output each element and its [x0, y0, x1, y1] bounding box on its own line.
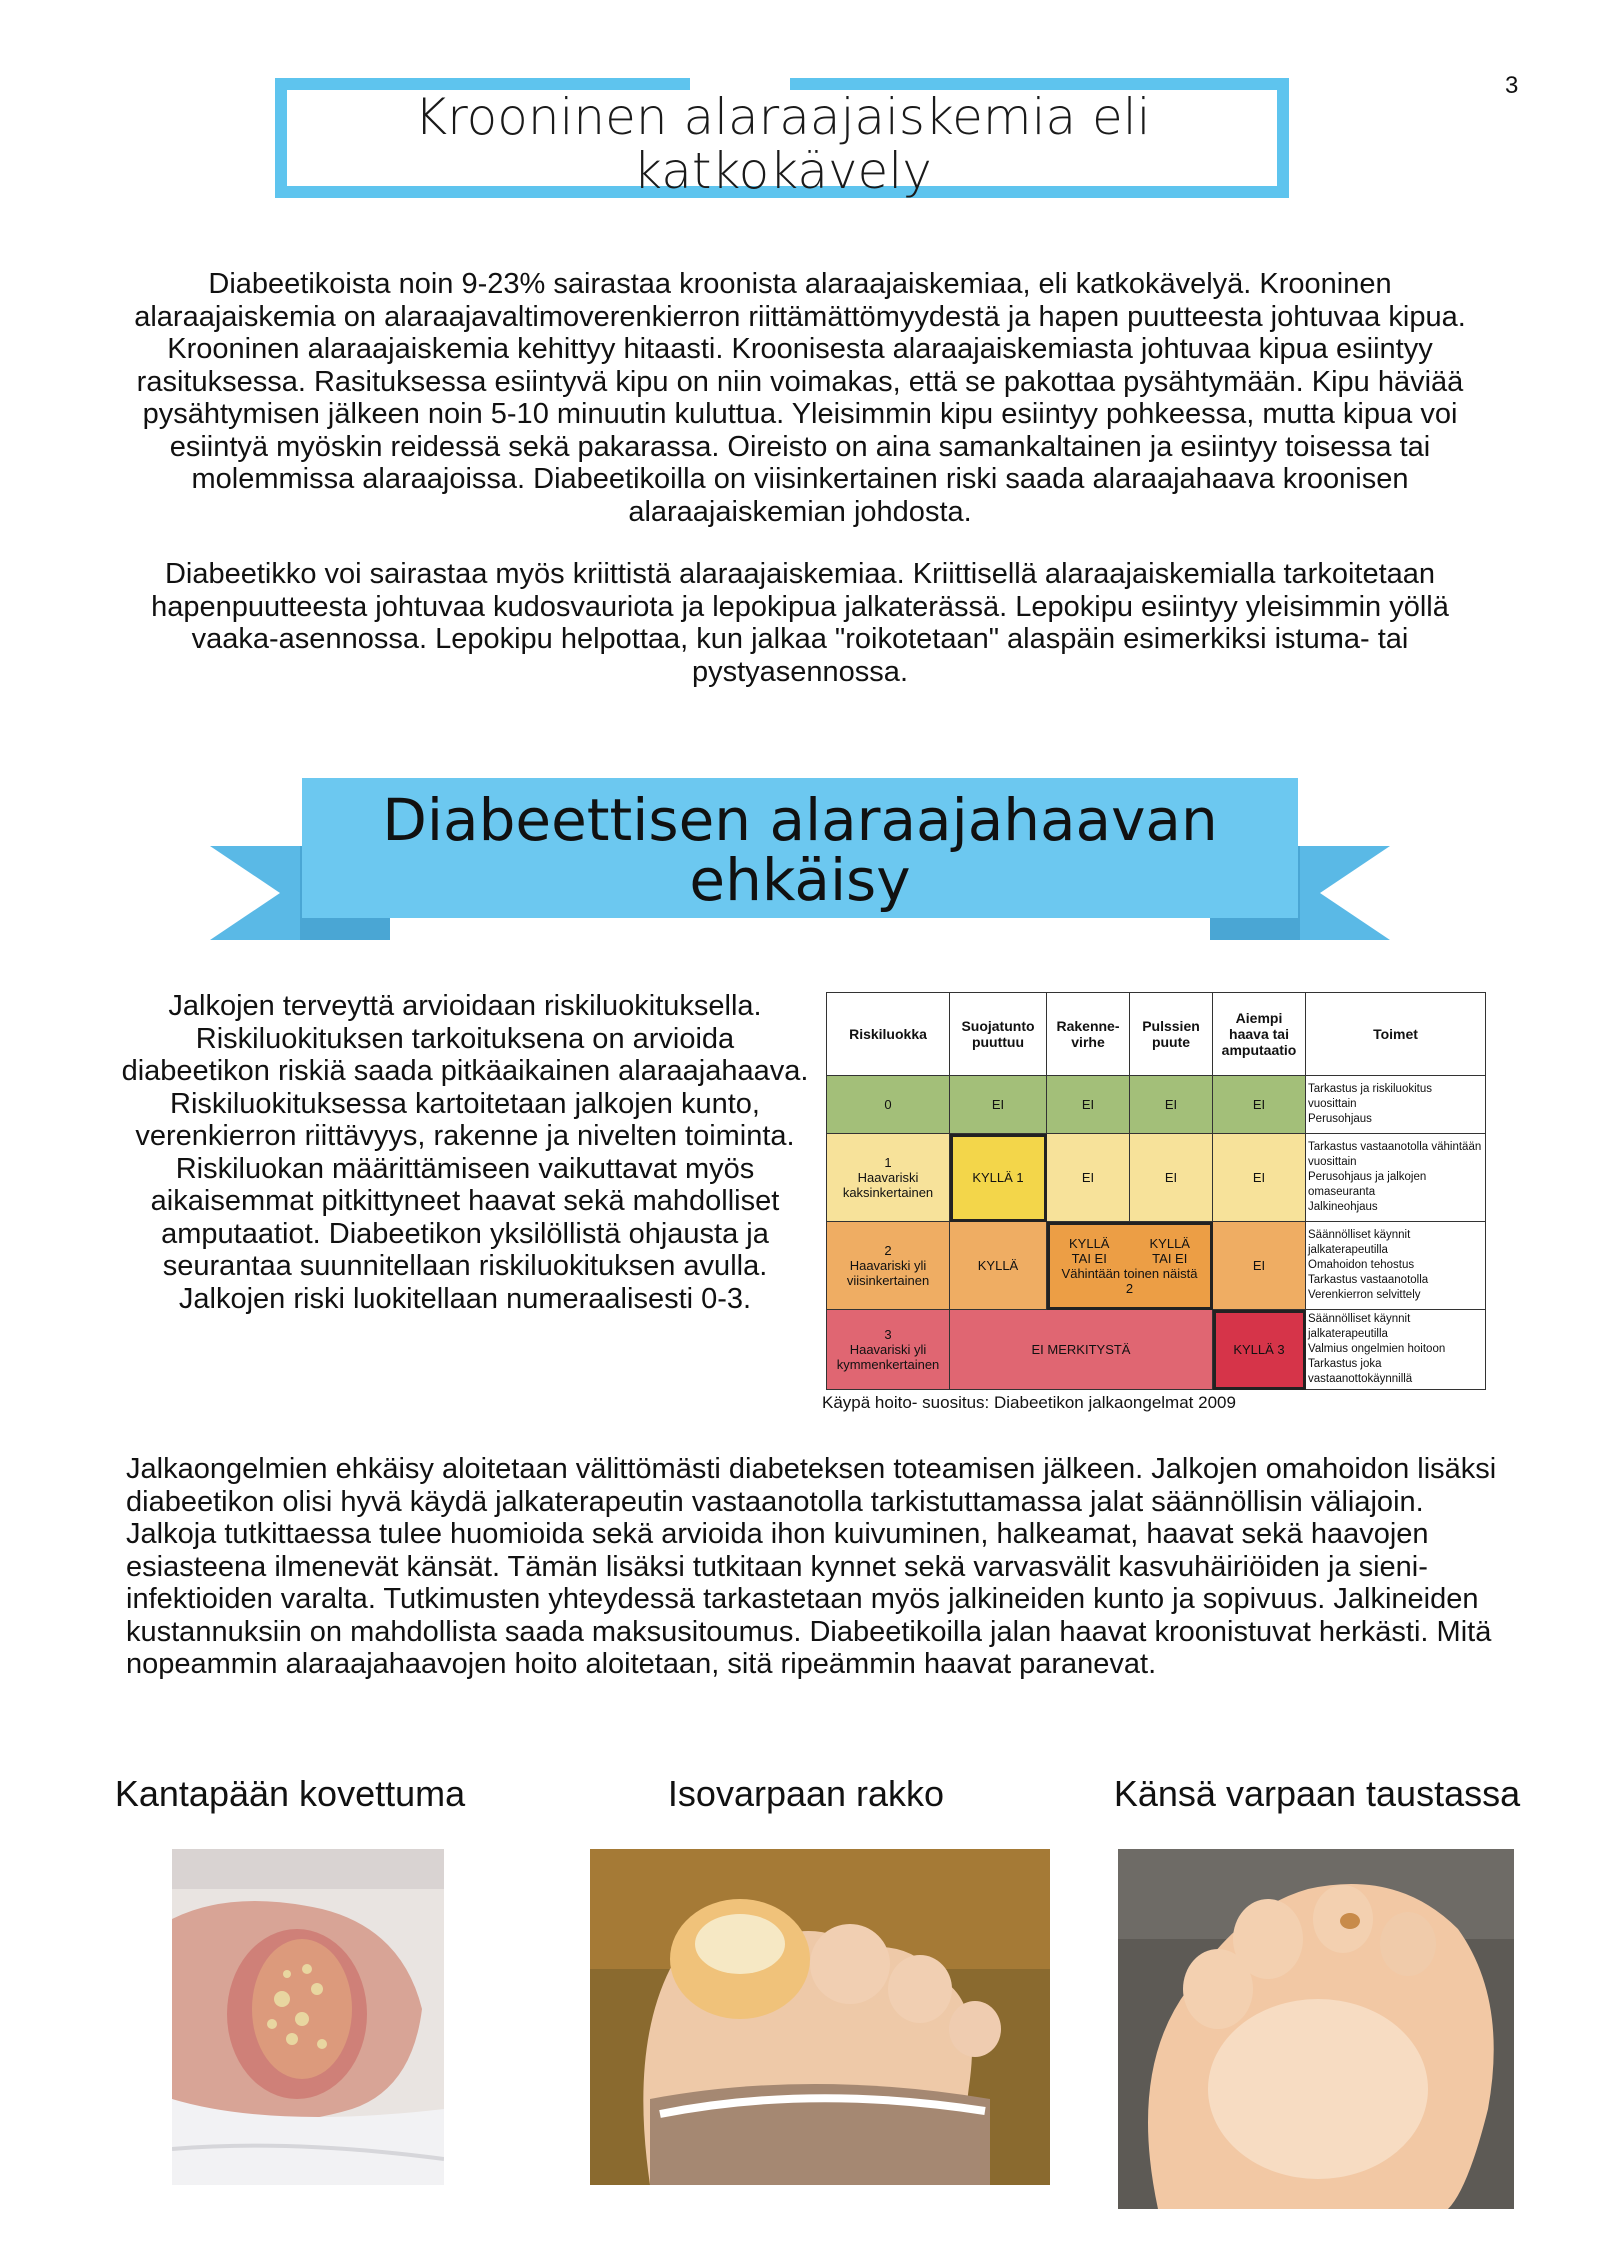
action-item: Perusohjaus ja jalkojen omaseuranta — [1308, 1171, 1427, 1198]
action-item: Tarkastus ja riskiluokitus vuosittain — [1308, 1083, 1432, 1110]
table-cell: EI — [1130, 1076, 1213, 1134]
photo-title-1: Kantapään kovettuma — [114, 1773, 466, 1814]
table-cell-highlight — [1047, 1222, 1213, 1310]
table-cell: KYLLÄ — [950, 1222, 1047, 1310]
photo-title-3: Känsä varpaan taustassa — [1113, 1773, 1521, 1814]
table-caption: Käypä hoito- suositus: Diabeetikon jalkaongelmat 2009 — [822, 1393, 1236, 1412]
table-header: Aiempi haava tai amputaatio — [1213, 993, 1306, 1076]
table-header: Suojatunto puuttuu — [950, 993, 1047, 1076]
table-cell-highlight: KYLLÄ 3 — [1213, 1310, 1306, 1390]
action-item: Omahoidon tehostus — [1308, 1259, 1415, 1271]
actions-cell — [1306, 1134, 1486, 1222]
cell-text: TAI EI — [1071, 1250, 1107, 1266]
cell-text: TAI EI — [1152, 1250, 1188, 1266]
section2-paragraph: Jalkaongelmien ehkäisy aloitetaan välittömästi diabeteksen toteamisen jälkeen. Jalkojen omahoidon lisäksi diabeetikon olisi hyvä käydä jalkaterapeutin vastaanotolla tarkistuttamassa jalat säännöllisin väliajoin. Jalkoja tutkittaessa tulee huomioida sekä arvioida ihon kuivuminen, halkeamat, haavat sekä haavojen esiasteena ilmenevät känsät. Tämän lisäksi tutkitaan kynnet sekä varvasvälit kasvuhäiriöiden ja sieni-infektioiden varalta. Tutkimusten yhteydessä tarkastetaan myös jalkineiden kunto ja sopivuus. Jalkineiden kustannuksiin on mahdollista saada maksusitoumus. Diabeetikoilla jalan haavat kroonistuvat herkästi. Mitä nopeammin alaraajahaavojen hoito aloitetaan, sitä ripeämmin haavat paranevat. — [126, 1453, 1497, 1680]
risk-class — [827, 1134, 950, 1222]
section1-paragraph-2: Diabeetikko voi sairastaa myös kriittistä alaraajaiskemiaa. Kriittisellä alaraajaiskemialla tarkoitetaan hapenpuutteesta johtuvaa kudosvauriota ja lepokipua jalkaterässä. Lepokipu esiintyy yleisimmin yöllä vaaka-asennossa. Lepokipu helpottaa, kun jalkaa "roikotetaan" alaspäin esimerkiksi istuma- tai pystyasennossa. — [151, 558, 1449, 688]
table-cell: EI — [1047, 1134, 1130, 1222]
section1-paragraph-1: Diabeetikoista noin 9-23% sairastaa kroonista alaraajaiskemiaa, eli katkokävelyä. Krooninen alaraajaiskemia on alaraajavaltimoverenkierron riittämättömyydestä ja hapen puutteesta johtuvaa kipua. Krooninen alaraajaiskemia kehittyy hitaasti. Kroonisesta alaraajaiskemiasta johtuvaa kipua esiintyy rasituksessa. Rasituksessa esiintyvä kipu on niin voimakas, että se pakottaa pysähtymään. Kipu häviää pysähtymisen jälkeen noin 5-10 minuutin kuluttua. Yleisimmin kipu esiintyy pohkeessa, mutta kipua voi esiintyä myöskin reidessä sekä pakarassa. Oireisto on aina samankaltainen ja esiintyy toisessa tai molemmissa alaraajoissa. Diabeetikoilla on viisinkertainen riski saada alaraajahaava kroonisen alaraajaiskemian johdosta. — [134, 268, 1466, 528]
table-row — [827, 1310, 1486, 1390]
table-cell: EI — [950, 1076, 1047, 1134]
risk-class — [827, 1222, 950, 1310]
actions-cell — [1306, 1076, 1486, 1134]
cell-text: 2 — [1125, 1280, 1134, 1296]
risk-class-number: 1 — [884, 1155, 892, 1170]
table-cell: EI MERKITYSTÄ — [950, 1310, 1213, 1390]
cell-text: KYLLÄ — [1149, 1235, 1190, 1251]
table-cell: EI — [1047, 1076, 1130, 1134]
table-cell: EI — [1213, 1076, 1306, 1134]
risk-table — [826, 992, 1486, 1390]
action-item: Säännölliset käynnit jalkaterapeutilla — [1308, 1313, 1411, 1340]
table-header: Riskiluokka — [827, 993, 950, 1076]
risk-class-number: 3 — [884, 1327, 892, 1342]
table-row — [827, 1076, 1486, 1134]
risk-class: 0 — [827, 1076, 950, 1134]
table-header: Rakenne-virhe — [1047, 993, 1130, 1076]
risk-class-desc: Haavariski yli viisinkertainen — [846, 1258, 930, 1288]
actions-cell — [1306, 1222, 1486, 1310]
section1-title: Krooninen alaraajaiskemia eli katkokävely — [414, 88, 1151, 200]
table-header-row — [827, 993, 1486, 1076]
action-item: Säännölliset käynnit jalkaterapeutilla — [1308, 1229, 1411, 1256]
table-cell: EI — [1213, 1222, 1306, 1310]
cell-text: KYLLÄ — [1069, 1235, 1110, 1251]
risk-class-number: 2 — [884, 1243, 892, 1258]
toe-corn-photo — [1118, 1849, 1514, 2209]
table-row — [827, 1222, 1486, 1310]
page-number: 3 — [1505, 72, 1519, 99]
action-item: Tarkastus joka vastaanottokäynnillä — [1308, 1358, 1413, 1385]
action-item: Valmius ongelmien hoitoon — [1308, 1343, 1446, 1355]
action-item: Verenkierron selvittely — [1308, 1289, 1421, 1301]
table-cell: EI — [1213, 1134, 1306, 1222]
action-item: Tarkastus vastaanotolla vähintään vuosittain — [1308, 1141, 1482, 1168]
action-item: Tarkastus vastaanotolla — [1308, 1274, 1429, 1286]
cell-text: Vähintään toinen näistä — [1061, 1265, 1198, 1281]
action-item: Jalkineohjaus — [1308, 1201, 1378, 1213]
risk-description: Jalkojen terveyttä arvioidaan riskiluokituksella. Riskiluokituksen tarkoituksena on arvioida diabeetikon riskiä saada pitkäaikainen alaraajahaava. Riskiluokituksessa kartoitetaan jalkojen kunto, verenkierron riittävyys, rakenne ja nivelten toiminta. Riskiluokan määrittämiseen vaikuttavat myös aikaisemmat pitkittyneet haavat sekä mahdolliset amputaatiot. Diabeetikon yksilöllistä ohjausta ja seurantaa suunnitellaan riskiluokituksen avulla. Jalkojen riski luokitellaan numeraalisesti 0-3. — [121, 990, 809, 1315]
table-header: Toimet — [1306, 993, 1486, 1076]
table-row — [827, 1134, 1486, 1222]
risk-class — [827, 1310, 950, 1390]
action-item: Perusohjaus — [1308, 1113, 1372, 1125]
table-cell: EI — [1130, 1134, 1213, 1222]
photo-title-2: Isovarpaan rakko — [667, 1773, 945, 1814]
actions-cell — [1306, 1310, 1486, 1390]
heel-callus-photo — [172, 1849, 444, 2185]
toe-blister-photo — [590, 1849, 1050, 2185]
table-cell-highlight: KYLLÄ 1 — [950, 1134, 1047, 1222]
section2-title: Diabeettisen alaraajahaavan ehkäisy — [382, 786, 1218, 914]
risk-class-desc: Haavariski kaksinkertainen — [842, 1170, 934, 1200]
table-header: Pulssien puute — [1130, 993, 1213, 1076]
risk-class-desc: Haavariski yli kymmenkertainen — [836, 1342, 940, 1372]
